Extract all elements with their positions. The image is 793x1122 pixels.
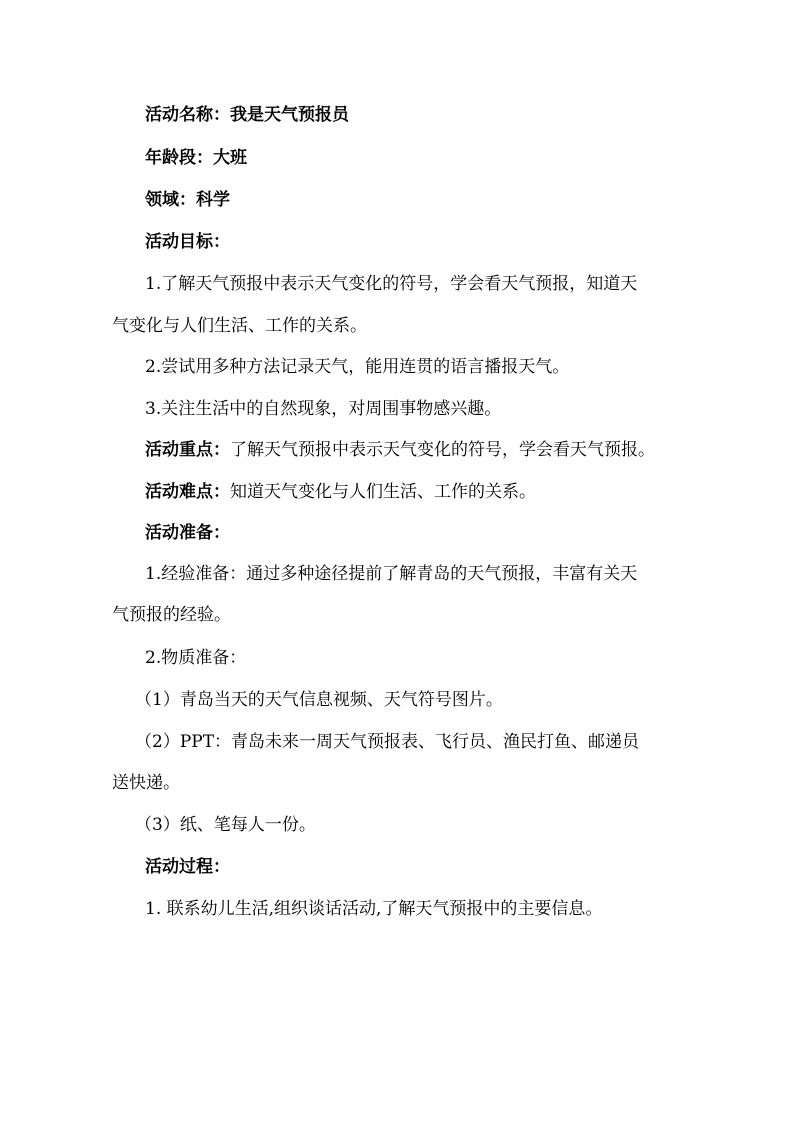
activity-name-line: [145, 103, 745, 127]
goal-2: 2.尝试用多种方法记录天气，能用连贯的语言播报天气。: [145, 357, 570, 377]
domain-label: 领域：: [145, 190, 196, 210]
material-2-line-2: 送快递。: [112, 773, 180, 793]
domain-value: 科学: [196, 190, 230, 210]
prep-1-line-2: 气预报的经验。: [112, 605, 231, 625]
material-3: （3）纸、笔每人一份。: [135, 815, 316, 835]
prep-1-line-1: 1.经验准备：通过多种途径提前了解青岛的天气预报，丰富有关天: [145, 564, 638, 584]
difficulty-value: 知道天气变化与人们生活、工作的关系。: [230, 482, 536, 502]
goal-1-line-2: 气变化与人们生活、工作的关系。: [112, 316, 367, 336]
material-2-line-1: （2）PPT：青岛未来一周天气预报表、飞行员、渔民打鱼、邮递员: [135, 732, 640, 752]
difficulty-label: 活动难点：: [145, 482, 230, 502]
age-group-label: 年龄段：: [145, 148, 213, 168]
process-heading: 活动过程：: [145, 857, 230, 877]
key-point-line: [145, 438, 745, 462]
activity-name-value: 我是天气预报员: [230, 105, 349, 125]
activity-name-label: 活动名称：: [145, 105, 230, 125]
age-group-value: 大班: [213, 148, 247, 168]
preparation-heading: 活动准备：: [145, 523, 230, 543]
goals-heading: 活动目标：: [145, 232, 230, 252]
goal-1-line-1: 1.了解天气预报中表示天气变化的符号，学会看天气预报，知道天: [145, 274, 638, 294]
key-point-label: 活动重点：: [145, 440, 230, 460]
material-1: （1）青岛当天的天气信息视频、天气符号图片。: [135, 690, 503, 710]
difficulty-line: [145, 480, 745, 504]
key-point-value: 了解天气预报中表示天气变化的符号，学会看天气预报。: [230, 440, 655, 460]
age-group-line: [145, 146, 745, 170]
domain-line: [145, 188, 745, 212]
process-step-1: 1. 联系幼儿生活,组织谈话活动,了解天气预报中的主要信息。: [145, 899, 603, 919]
prep-2: 2.物质准备：: [145, 648, 247, 668]
goal-3: 3.关注生活中的自然现象，对周围事物感兴趣。: [145, 399, 502, 419]
